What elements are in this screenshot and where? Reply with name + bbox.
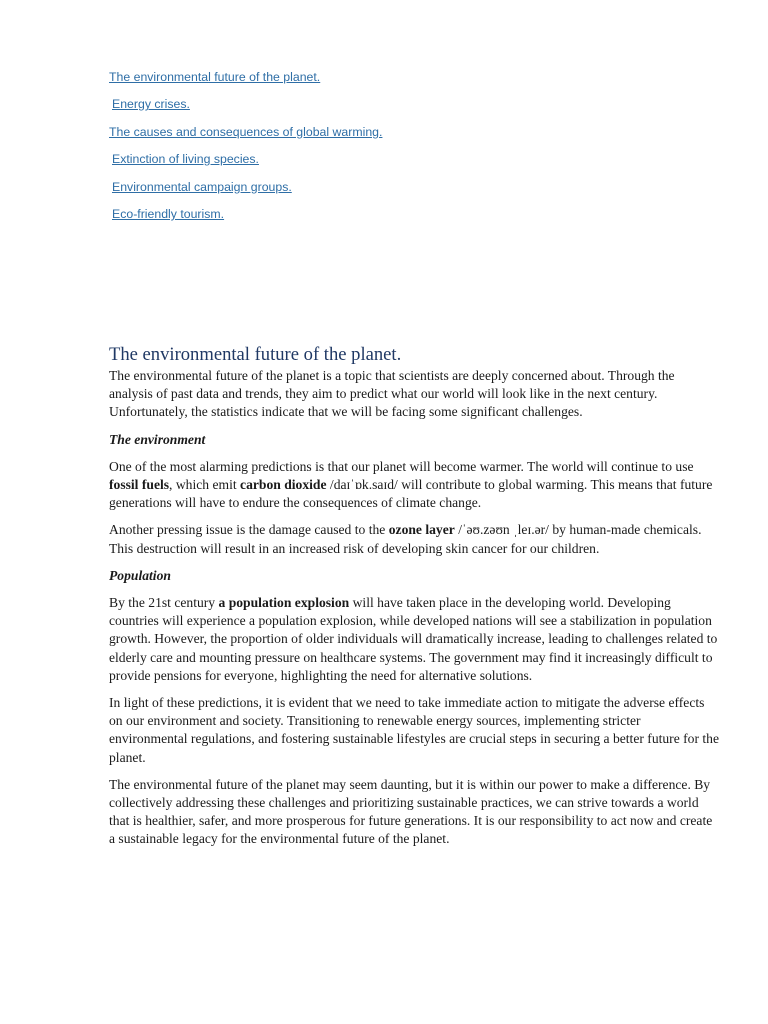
conclusion-paragraph: The environmental future of the planet may seem daunting, but it is within our power to make a difference. By collectively addressing these challenges and prioritizing sustainable practices, we can strive towards a world that is healthier, safer, and more prosperous for future generations. It is our responsibility to act now and create a sustainable legacy for the environmental future of the planet. [109,776,713,847]
environment-paragraph-1: One of the most alarming predictions is that our planet will become warmer. The world will continue to use fossil fuels, which emit carbon dioxide /daɪˈɒk.saɪd/ will contribute to global warming. This means that future generations will have to endure the consequences of climate change. [109,458,713,511]
term-carbon-dioxide: carbon dioxide [240,477,327,493]
action-paragraph: In light of these predictions, it is evident that we need to take immediate action to mitigate the adverse effects on our environment and society. Transitioning to renewable energy sources, implementing stricter environmental regulations, and fostering sustainable lifestyles are crucial steps in securing a better future for the planet. [109,695,719,765]
intro-paragraph: The environmental future of the planet is a topic that scientists are deeply concerned about. Through the analysis of past data and trends, they aim to predict what our world will look like in the next century. Unfortunately, the statistics indicate that we will be facing some significant challenges. [109,368,675,420]
toc-link-campaign-groups[interactable]: Environmental campaign groups. [112,179,292,194]
environment-paragraph-2: Another pressing issue is the damage caused to the ozone layer /ˈəʊ.zəʊn ˌleɪ.ər/ by human-made chemicals. This destruction will result in an increased risk of developing skin cancer for our children. [109,522,702,556]
population-paragraph: By the 21st century a population explosion will have taken place in the developing world. Developing countries will experience a population explosion, while developed nations will see a stabilization in population growth. However, the proportion of older individuals will dramatically increase, leading to challenges related to elderly care and mounting pressure on healthcare systems. The government may find it increasingly difficult to provide pensions for everyone, highlighting the need for alternative solutions. [109,595,718,683]
article-body [109,343,721,858]
term-population-explosion: a population explosion [218,595,350,611]
toc-link-environmental-future[interactable]: The environmental future of the planet. [109,70,321,84]
term-ozone-layer: ozone layer [388,522,455,538]
toc-link-global-warming[interactable]: The causes and consequences of global warming. [109,124,383,139]
toc-link-energy-crises[interactable]: Energy crises. [112,97,190,112]
toc-link-eco-tourism[interactable]: Eco-friendly tourism. [112,206,225,221]
table-of-contents [109,68,382,232]
section-heading-population: Population [109,567,171,583]
term-fossil-fuels: fossil fuels [109,477,170,493]
section-heading-environment: The environment [109,431,206,447]
toc-link-extinction[interactable]: Extinction of living species. [112,152,259,167]
article-title: The environmental future of the planet. [109,344,402,365]
